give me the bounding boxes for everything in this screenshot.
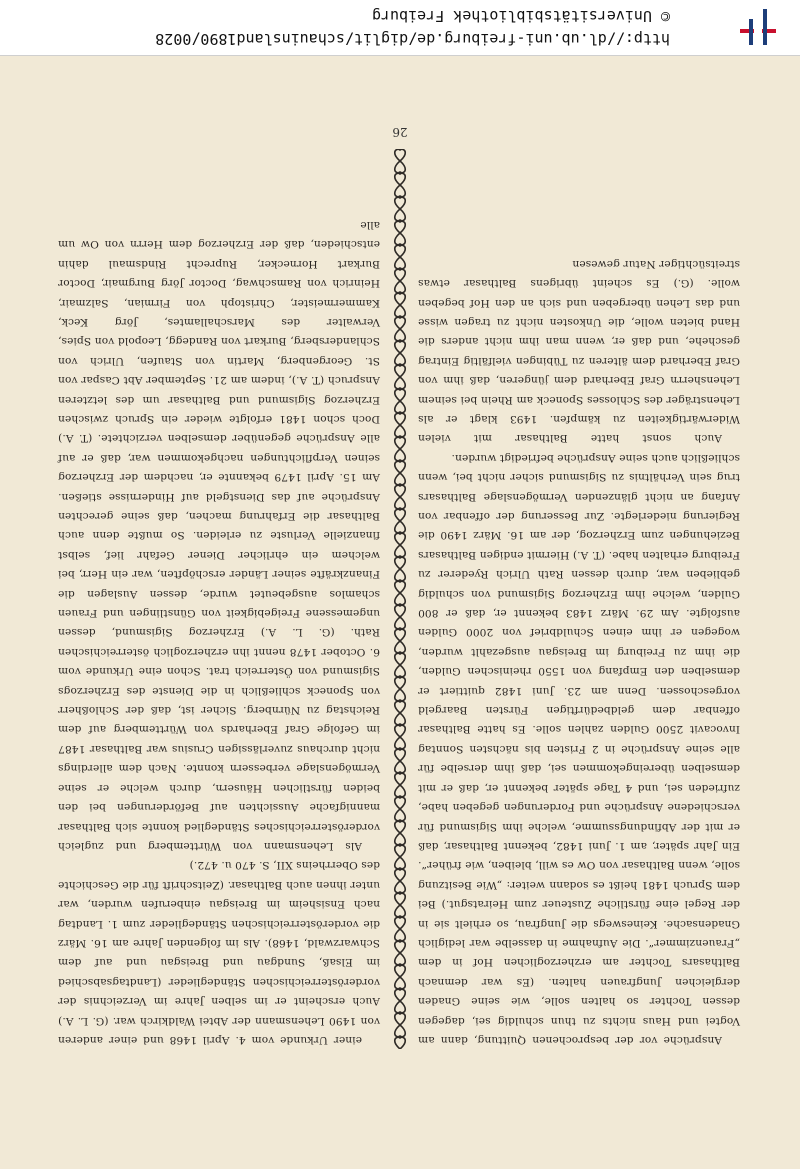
column-divider-ornament (389, 149, 411, 1049)
document-url[interactable]: http://dl.ub.uni-freiburg.de/diglit/schauinsland1890/0028 (155, 30, 670, 48)
page-number: 26 (392, 125, 408, 139)
scanned-page (0, 56, 800, 1169)
paragraph: Auch sonst hatte Balthasar mit vielen Widerwärtigkeiten zu kämpfen. 1493 klagt er als Lehensträger des Schlosses Sponeck am Rhein bei seinem Lehensherrn Graf Eberhard dem jüngeren, daß ihm von Graf Eberhard dem älteren zu Tübingen vielfältig Eintrag geschehe, und daß er, wenn man ihm nicht anders die Hand bieten wolle, die Unkosten nicht zu tragen wisse und das Lehen übergeben und sich an den Hof begeben wolle. (G.) Es scheint übrigens Balthasar etwas streitsüchtiger Natur gewesen (418, 257, 740, 445)
viewer-header (0, 0, 800, 56)
copyright-notice: © Universitätsbibliothek Freiburg (371, 7, 670, 25)
text-column-right (58, 215, 380, 1049)
paragraph: Ansprüche vor der besprochenen Quittung, dann am Vogtei und Haus nichts zu thun schuldig sei, dagegen dessen Tochter so halten solle, wie seine Gnaden dergleichen Jungfrauen halten. (Es war demnach Balthasars Tochter am erzherzoglichen Hof in dem „Frauenzimmer“. Die Aufnahme in dasselbe war lediglich Gnadensache. Keineswegs die Jungfrau, so erhielt sie in der Regel eine fürstliche Zusteuer zum Heiratsgut.) Bei dem Spruch 1481 heißt es sodann weiter: „Wie Besitzung solle, wenn Balthasar von Ow es will, bleiben, wie früher“. Ein Jahr später, am 1. Juni 1482, bekennt Balthasar, daß er mit der Abfindungssumme, welche ihm Sigismund für verschiedene Ansprüche und Forderungen gegeben habe, zufrieden sei, und 4 Tage später bekennt er, daß er mit demselben übereingekommen sei, daß ihm derselbe für alle seine Ansprüche in 2 Fristen bis nächsten Sonntag Invocavit 2500 Gulden zahlen solle. Es hatte Balthasar offenbar dem geldbedürftigen Fürsten Baargeld vorgeschossen. Denn am 23. Juni 1482 quittiert er demselben den Empfang von 1550 rheinischen Gulden, die ihm zu Freiburg im Breisgau ausgezahlt wurden, wogegen er ihm einen Schuldbrief von 2000 Gulden ausfolgte. Am 29. März 1483 bekennt er, daß er 800 Gulden, welche ihm Erzherzog Sigismund von schuldig geblieben war, durch dessen Rath Ulrich Ryederer zu Freiburg erhalten habe. (T. A.) Hiermit endigen Balthasars Beziehungen zum Erzherzog, der am 16. März 1490 die Regierung niederlegte. Zur Besserung der offenbar von Anfang an nicht glänzenden Vermögenslage Balthasars trug sein Verhältnis zu Sigismund sicher nicht bei, wenn schließlich auch seine Ansprüche befriedigt wurden. (418, 451, 740, 1046)
paragraph: einer Urkunde vom 4. April 1468 und einer anderen von 1490 Lehensmann der Abtei Waldkirch war. (G. L. A.) Auch erscheint er im selben Jahre im Verzeichnis der vorderösterreichischen Ständeglieder (Landtagsabschied im Elsaß, Sundgau und Breisgau und auf dem Schwarzwald, 1468). Als im folgenden Jahre am 16. März die vorderösterreichischen Ständeglieder zum 1. Landtag nach Ensisheim im Breisgau einberufen wurden, war unter ihnen auch Balthasar. (Zeitschrift für die Geschichte des Oberrheins XII, S. 470 u. 472.) (58, 859, 380, 1046)
ub-freiburg-logo-icon[interactable] (738, 5, 778, 49)
paragraph: Als Lehensmann von Württemberg und zugleich vorderösterreichisches Ständeglied konnte sich Balthasar mannigfache Aussichten auf Beförderungen bei den beiden fürstlichen Häusern, durch welche er seine Vermögenslage verbessern konnte. Nach dem allerdings nicht durchaus zuverlässigen Crusius war Balthasar 1487 im Gefolge Graf Eberhards von Württemberg auf dem Reichstag zu Nürnberg. Sicher ist, daß der Schloßherr von Sponeck schließlich in die Dienste des Erzherzogs Sigismund von Österreich trat. Schon eine Urkunde vom 6. October 1478 nennt ihn erzherzoglich österreichischen Rath. (G. L. A.) Erzherzog Sigismund, dessen ungemessene Freigebigkeit von Günstlingen und Frauen schamlos ausgebeutet wurde, dessen Auslagen die Finanzkräfte seiner Länder erschöpften, war ein Herr, bei welchem ein ehrlicher Diener Gefahr lief, selbst finanzielle Verluste zu erleiden. So mußte denn auch Balthasar die Erfahrung machen, daß seine gerechten Ansprüche auf das Dienstgeld auf Hindernisse stießen. Am 15. April 1479 bekannte er, nachdem der Erzherzog seinen Verpflichtungen nachgekommen war, daß er auf alle Ansprüche gegenüber demselben verzichtete. (T. A.) Doch schon 1481 erfolgte wieder ein Spruch zwischen Erzherzog Sigismund und Balthasar um des letzteren Anspruch (T. A.), indem am 21. September Abt Caspar von St. Georgenberg, Martin von Staufen, Ulrich von Schlandersberg, Burkart von Randegg, Leopold von Spies, Verwalter des Marschallamtes, Jörg Keck, Kammermeister, Christoph von Firmian, Salzmair, Heinrich von Ramschwag, Doctor Jörg Burgmair, Doctor Burkart Hornecker, Ruprecht Rindsmaul dahin entschieden, daß der Erzherzog dem Herrn von Ow um alle (58, 218, 380, 852)
text-column-left (418, 253, 740, 1049)
